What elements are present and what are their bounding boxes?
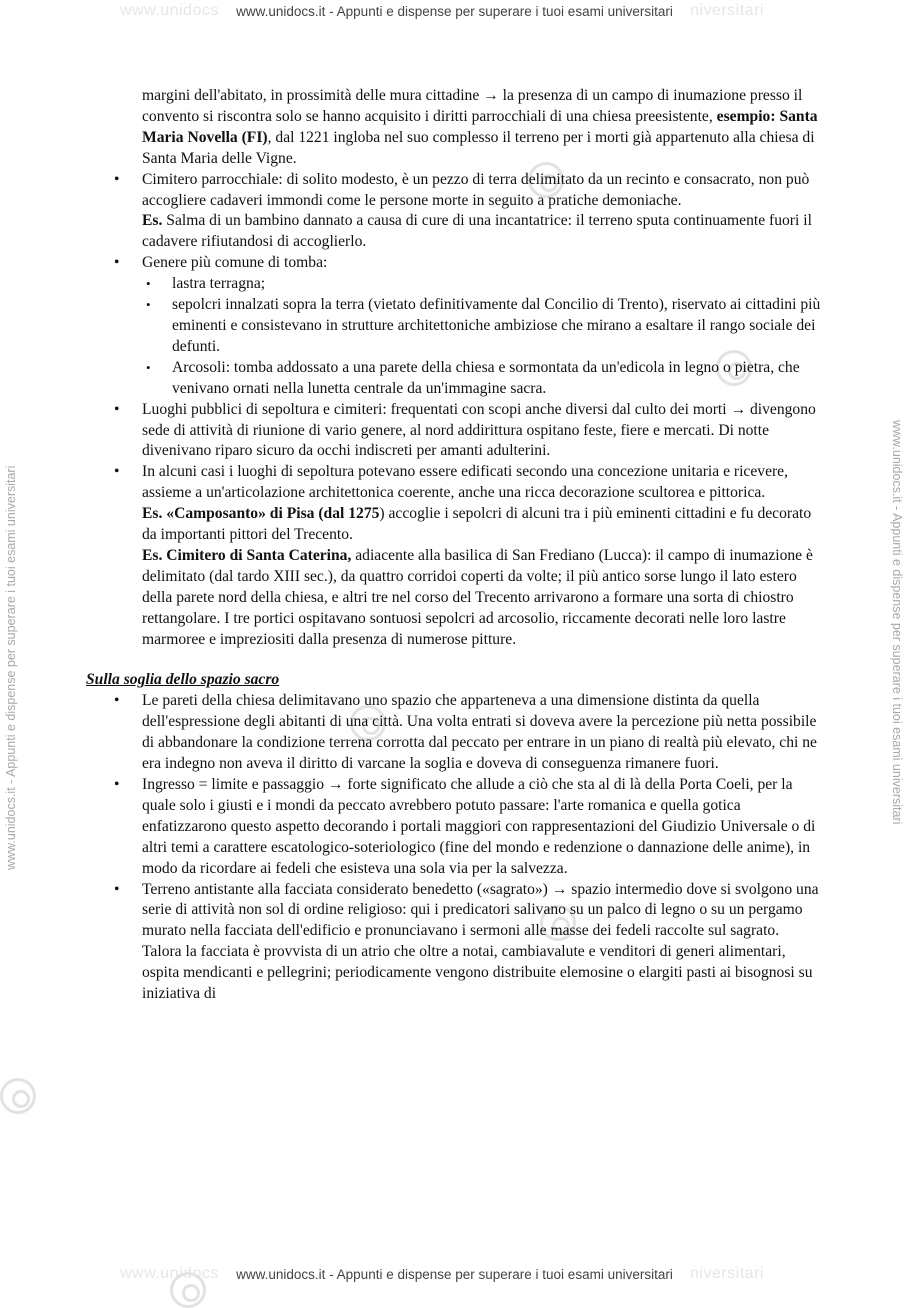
header-watermark: www.unidocs.it - Appunti e dispense per superare i tuoi esami universitari <box>236 4 673 19</box>
footer-watermark: www.unidocs.it - Appunti e dispense per superare i tuoi esami universitari <box>236 1267 673 1282</box>
left-margin-watermark: www.unidocs.it - Appunti e dispense per superare i tuoi esami universitari <box>4 465 18 870</box>
intro-example-bold: esempio: Santa Maria Novella (FI) <box>142 107 818 146</box>
example-line <box>142 546 822 651</box>
bullet-list-2 <box>86 691 822 1005</box>
sub-bullet-item: • sepolcri innalzati sopra la terra (vietato definitivamente dal Concilio di Trento), riservato ai cittadini più eminenti e consistevano in strutture architettoniche ambiziose che mirano a esaltare il rango sociale dei defunti. <box>142 295 822 358</box>
sub-bullet-item: • lastra terragna; <box>142 274 822 295</box>
document-page <box>86 86 822 1005</box>
unidocs-logo-icon <box>0 1078 36 1114</box>
bullet-text: • Luoghi pubblici di sepoltura e cimiteri: frequentati con scopi anche diversi dal culto dei morti → divengono sede di attività di riunione di vario genere, al nord addirittura ospitano feste, fiere e mercati. Di notte divenivano riparo sicuro da occhi indiscreti per amanti adulterini. <box>142 400 816 460</box>
example-line <box>142 504 822 546</box>
bullet-ingresso: • Ingresso = limite e passaggio → forte significato che allude a ciò che sta al di là della Porta Coeli, per la quale solo i giusti e i mondi da peccato avrebbero potuto passare: l'arte romanica e quella gotica enfatizzarono questo aspetto decorando i portali maggiori con rappresentazioni del Giudizio Universale o di altri temi a carattere escatologico-soteriologico (fine del mondo e redenzione o dannazione delle anime), in modo da ricordare ai fedeli che esisteva una sola via per la salvezza. <box>86 775 822 880</box>
intro-paragraph <box>86 86 822 170</box>
example-text: ) accoglie i sepolcri di alcuni tra i più eminenti cittadini e fu decorato da importanti pittori del Trecento. <box>142 505 812 544</box>
bullet-terreno-sagrato: • Terreno antistante alla facciata considerato benedetto («sagrato») → spazio intermedio dove si svolgono una serie di attività non sol di ordine religioso: qui i predicatori salivano su un palco di legno o su un pergamo murato nella facciata dell'edificio e pronunciavano i sermoni alle masse dei fedeli raccolte sul sagrato. Talora la facciata è provvista di un atrio che oltre a notai, cambiavalute e venditori di generi alimentari, ospita mendicanti e pellegrini; periodicamente vengono distribuite elemosine o elargiti pasti ai bisognosi su iniziativa di <box>86 880 822 1005</box>
bullet-text: • Genere più comune di tomba: <box>142 254 328 272</box>
sub-bullet-item: • Arcosoli: tomba addossato a una parete della chiesa e sormontata da un'edicola in legno o pietra, che venivano ornati nella lunetta centrale da un'immagine sacra. <box>142 358 822 400</box>
sub-bullet-list <box>142 274 822 399</box>
section-heading: Sulla soglia dello spazio sacro <box>86 671 280 689</box>
bullet-luoghi-pubblici <box>86 400 822 463</box>
example-text: Salma di un bambino dannato a causa di cure di una incantatrice: il terreno sputa continuamente fuori il cadavere rifiutandosi di accoglierlo. <box>142 212 812 251</box>
ghost-watermark-right-bottom: niversitari <box>690 1265 764 1282</box>
bullet-concezione-unitaria <box>86 462 822 650</box>
bullet-text: • Cimitero parrocchiale: di solito modesto, è un pezzo di terra delimitato da un recinto e consacrato, non può accogliere cadaveri immondi come le persone morte in seguito a pratiche demoniache. <box>142 170 810 209</box>
bullet-cimitero-parrocchiale <box>86 170 822 254</box>
example-label: Es. Cimitero di Santa Caterina, <box>142 546 352 564</box>
example-label: Es. «Camposanto» di Pisa (dal 1275 <box>142 505 380 523</box>
ghost-watermark-left-bottom: www.unidocs <box>120 1265 219 1282</box>
bullet-pareti-chiesa: • Le pareti della chiesa delimitavano uno spazio che apparteneva a una dimensione distinta da quella dell'espressione degli abitanti di una città. Una volta entrati si doveva avere la percezione più netta possibile di abbandonare la condizione terrena corrotta dal peccato per entrare in un piano di realtà più elevato, chi ne era indegno non aveva il diritto di varcane la soglia e doveva di conseguenza rimanere fuori. <box>86 691 822 775</box>
example-line <box>142 211 822 253</box>
right-margin-watermark: www.unidocs.it - Appunti e dispense per superare i tuoi esami universitari <box>890 420 904 825</box>
example-label: Es. <box>142 212 163 230</box>
bullet-text: • In alcuni casi i luoghi di sepoltura potevano essere edificati secondo una concezione unitaria e ricevere, assieme a un'articolazione architettonica coerente, anche una ricca decorazione scultorea e pittorica. <box>142 463 789 502</box>
bullet-genere-tomba <box>86 253 822 399</box>
ghost-watermark-right-top: niversitari <box>690 2 764 19</box>
intro-text: margini dell'abitato, in prossimità delle mura cittadine → la presenza di un campo di inumazione presso il convento si riscontra solo se hanno acquisito i diritti parrocchiali di una chiesa preesistente, <box>142 87 803 125</box>
intro-text-end: , dal 1221 ingloba nel suo complesso il terreno per i morti già appartenuto alla chiesa di Santa Maria delle Vigne. <box>142 128 815 167</box>
example-text: adiacente alla basilica di San Frediano (Lucca): il campo di inumazione è delimitato (dal tardo XIII sec.), da quattro corridoi coperti da volte; il più antico sorse lungo il lato estero della parete nord della chiesa, e altri tre nel corso del Trecento arrivarono a formare una sorta di chiostro rettangolare. I tre portici ospitavano sontuosi sepolcri ad arcosolio, riccamente decorati nelle loro lastre marmoree e impreziositi dalla presenza di numerose pitture. <box>142 546 813 648</box>
ghost-watermark-left-top: www.unidocs <box>120 2 219 19</box>
bullet-list-1 <box>86 170 822 651</box>
